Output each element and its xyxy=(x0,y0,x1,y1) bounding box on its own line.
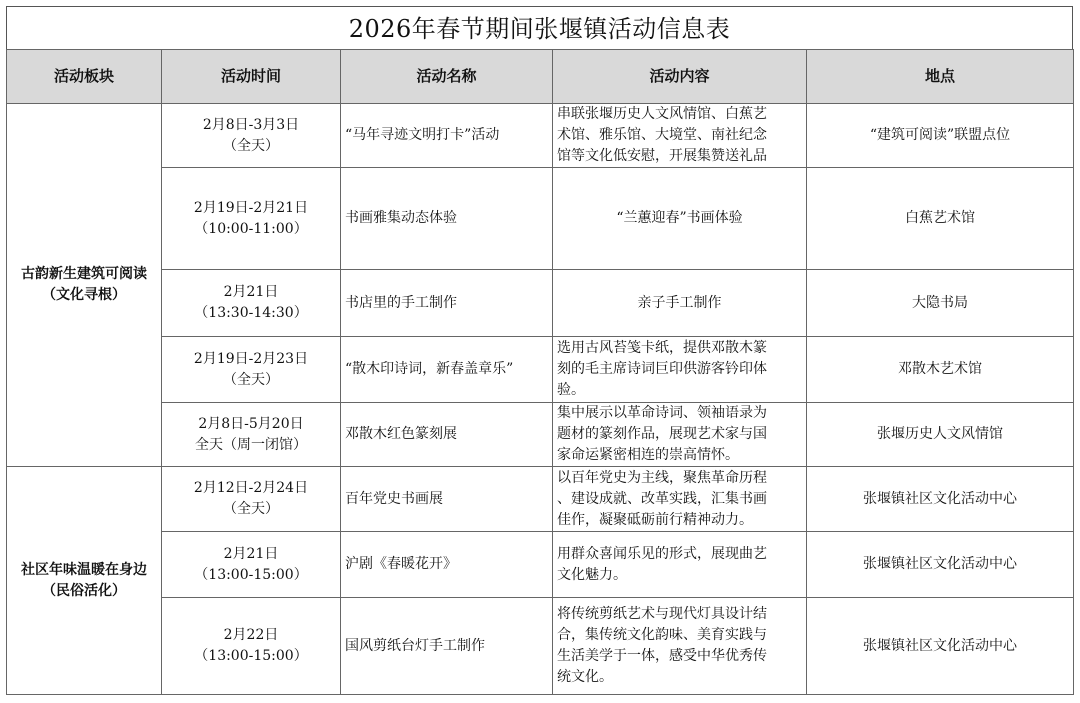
activity-time-line: 2月22日 xyxy=(223,627,279,643)
activity-time-cell xyxy=(162,532,341,598)
activity-name-cell: 百年党史书画展 xyxy=(341,467,553,532)
activity-place-cell: 邓散木艺术馆 xyxy=(807,337,1074,403)
table-row xyxy=(7,598,1074,695)
activity-content-line: 术馆、雅乐馆、大境堂、南社纪念 xyxy=(557,127,767,143)
table-row xyxy=(7,467,1074,532)
activity-block-line: （民俗活化） xyxy=(42,582,126,599)
activity-content-line: 题材的篆刻作品，展现艺术家与国 xyxy=(557,426,767,442)
activity-content-line: 亲子手工制作 xyxy=(637,294,722,311)
activity-content-line: 家命运紧密相连的崇高情怀。 xyxy=(557,447,739,463)
activity-content-line: 以百年党史为主线，聚焦革命历程 xyxy=(557,469,767,486)
activity-content-cell xyxy=(553,403,807,467)
activity-name-cell: 书画雅集动态体验 xyxy=(341,168,553,270)
activity-content-cell xyxy=(553,598,807,695)
activity-time-line: 全天（周一闭馆） xyxy=(195,436,307,453)
activity-content-line: 、建设成就、改革实践，汇集书画 xyxy=(557,490,767,507)
activity-time-cell xyxy=(162,403,341,467)
activity-time-line: （全天） xyxy=(223,137,279,154)
activity-time-cell xyxy=(162,598,341,695)
activity-time-line: 2月21日 xyxy=(223,545,279,562)
activity-time-line: 2月19日-2月21日 xyxy=(193,199,309,216)
activity-content-cell xyxy=(553,168,807,270)
table-row xyxy=(7,168,1074,270)
table-row xyxy=(7,337,1074,403)
activity-block-cell xyxy=(7,467,162,695)
activity-place-cell: 张堰历史人文风情馆 xyxy=(807,403,1074,467)
activity-name-cell: 国风剪纸台灯手工制作 xyxy=(341,598,553,695)
table-row xyxy=(7,270,1074,337)
activity-name-cell: “马年寻迹文明打卡”活动 xyxy=(341,104,553,168)
activity-block-line: 社区年味温暖在身边 xyxy=(21,561,147,578)
table-row xyxy=(7,403,1074,467)
activity-content-cell xyxy=(553,532,807,598)
activity-time-line: （全天） xyxy=(223,501,279,517)
activity-time-line: 2月8日-5月20日 xyxy=(198,415,304,432)
activity-content-line: 将传统剪纸艺术与现代灯具设计结 xyxy=(557,606,767,622)
activity-content-cell xyxy=(553,104,807,168)
activity-content-line: 统文化。 xyxy=(557,669,613,685)
header-row xyxy=(7,50,1074,104)
activity-name-cell: “散木印诗词，新春盖章乐” xyxy=(341,337,553,403)
activity-time-line: （10:00-11:00） xyxy=(194,220,308,237)
activity-content-cell xyxy=(553,467,807,532)
activity-place-cell: 张堰镇社区文化活动中心 xyxy=(807,467,1074,532)
activity-content-line: 串联张堰历史人文风情馆、白蕉艺 xyxy=(557,106,767,122)
activity-place-cell: “建筑可阅读”联盟点位 xyxy=(807,104,1074,168)
header-time: 活动时间 xyxy=(162,50,341,104)
activity-time-cell xyxy=(162,467,341,532)
activity-time-line: （13:00-15:00） xyxy=(194,648,308,664)
header-block: 活动板块 xyxy=(7,50,162,104)
activity-content-line: 选用古风苔笺卡纸，提供邓散木篆 xyxy=(557,340,767,356)
activity-time-line: （全天） xyxy=(223,371,279,388)
activity-time-cell xyxy=(162,337,341,403)
table-title: 2026年春节期间张堰镇活动信息表 xyxy=(6,6,1073,50)
activity-content-line: 集中展示以革命诗词、领袖语录为 xyxy=(557,405,767,421)
activity-block-line: （文化寻根） xyxy=(42,287,126,303)
activity-content-line: 验。 xyxy=(557,382,585,398)
activity-time-line: 2月21日 xyxy=(223,284,279,300)
activity-content-line: 用群众喜闻乐见的形式，展现曲艺 xyxy=(557,545,767,562)
activity-content-line: 文化魅力。 xyxy=(557,566,627,583)
activity-block-cell xyxy=(7,104,162,467)
activity-table-page xyxy=(6,6,1073,696)
table-row xyxy=(7,532,1074,598)
activity-name-cell: 沪剧《春暖花开》 xyxy=(341,532,553,598)
activity-content-line: 佳作，凝聚砥砺前行精神动力。 xyxy=(557,511,753,528)
activity-block-line: 古韵新生建筑可阅读 xyxy=(21,266,147,282)
activity-place-cell: 张堰镇社区文化活动中心 xyxy=(807,598,1074,695)
activity-name-cell: 邓散木红色篆刻展 xyxy=(341,403,553,467)
activity-time-line: 2月12日-2月24日 xyxy=(193,480,309,496)
activity-table xyxy=(6,49,1074,695)
table-body xyxy=(7,104,1074,695)
activity-content-line: 生活美学于一体，感受中华优秀传 xyxy=(557,648,767,664)
activity-place-cell: 张堰镇社区文化活动中心 xyxy=(807,532,1074,598)
activity-content-line: 合，集传统文化韵味、美育实践与 xyxy=(557,627,767,643)
activity-content-line: 馆等文化低安慰，开展集赞送礼品 xyxy=(557,148,767,164)
table-row xyxy=(7,104,1074,168)
activity-content-line: “兰蕙迎春”书画体验 xyxy=(616,210,743,226)
activity-content-cell xyxy=(553,270,807,337)
activity-time-cell xyxy=(162,104,341,168)
header-content: 活动内容 xyxy=(553,50,807,104)
header-name: 活动名称 xyxy=(341,50,553,104)
activity-place-cell: 大隐书局 xyxy=(807,270,1074,337)
header-place: 地点 xyxy=(807,50,1074,104)
activity-content-cell xyxy=(553,337,807,403)
activity-place-cell: 白蕉艺术馆 xyxy=(807,168,1074,270)
activity-time-cell xyxy=(162,168,341,270)
activity-time-line: 2月8日-3月3日 xyxy=(202,116,300,133)
activity-time-line: 2月19日-2月23日 xyxy=(193,350,309,367)
activity-time-line: （13:30-14:30） xyxy=(194,305,308,321)
activity-time-cell xyxy=(162,270,341,337)
activity-content-line: 刻的毛主席诗词巨印供游客钤印体 xyxy=(557,361,767,377)
activity-time-line: （13:00-15:00） xyxy=(194,566,308,583)
activity-name-cell: 书店里的手工制作 xyxy=(341,270,553,337)
